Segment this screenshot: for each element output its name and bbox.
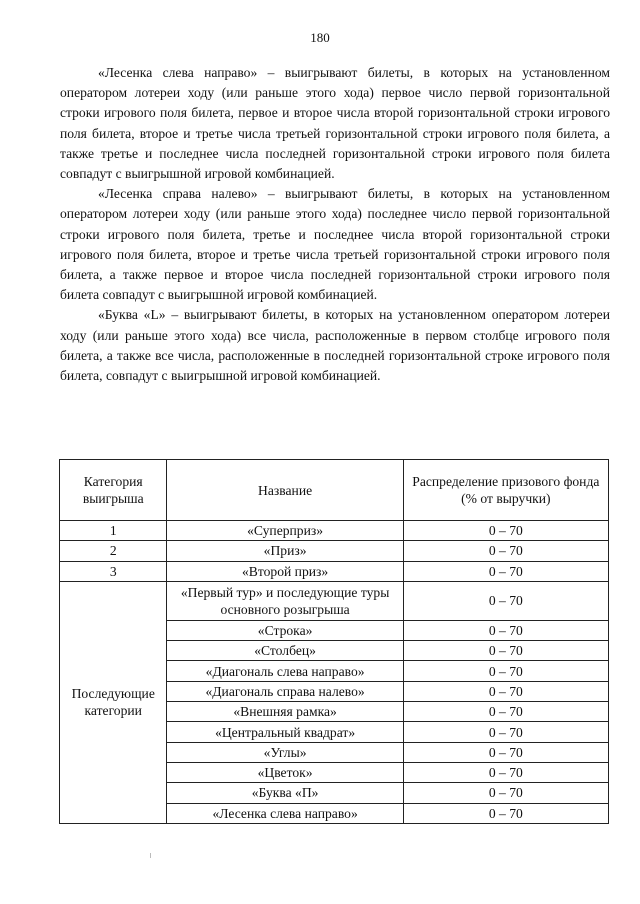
cell-name: «Внешняя рамка» — [167, 702, 403, 722]
cell-value: 0 – 70 — [403, 762, 608, 782]
paragraph-ladder-left-right: «Лесенка слева направо» – выигрывают билеты, в которых на установленном оператором лотереи ходу (или раньше этого хода) первое число первой горизонтальной строки игрового поля билета, первое и второе числа второй горизонтальной строки игрового поля билета, второе и третье числа третьей горизонтальной строки игрового поля билета, а также третье и последнее числа последней горизонтальной строки игрового поля билета совпадут с выигрышной игровой комбинацией. — [60, 65, 610, 182]
cell-name: «Второй приз» — [167, 561, 403, 581]
cell-name: «Диагональ слева направо» — [167, 661, 403, 681]
cell-value: 0 – 70 — [403, 581, 608, 620]
header-category: Категория выигрыша — [60, 460, 167, 521]
cell-category: 2 — [60, 541, 167, 561]
cell-value: 0 – 70 — [403, 681, 608, 701]
cell-name: «Лесенка слева направо» — [167, 803, 403, 823]
prize-table — [59, 459, 609, 824]
cell-value: 0 – 70 — [403, 620, 608, 640]
table-row — [60, 541, 609, 561]
cell-name: «Центральный квадрат» — [167, 722, 403, 742]
cell-name: «Цветок» — [167, 762, 403, 782]
cell-group-category: Последующие категории — [60, 581, 167, 823]
cell-value: 0 – 70 — [403, 783, 608, 803]
cell-category: 1 — [60, 521, 167, 541]
body-text — [60, 63, 610, 386]
page-number: 180 — [310, 30, 330, 45]
paragraph-letter-l: «Буква «L» – выигрывают билеты, в которых на установленном оператором лотереи ходу (или раньше этого хода) все числа, расположенные в первом столбце игрового поля билета, а также все числа, расположенные в последней горизонтальной строке игрового поля билета, совпадут с выигрышной игровой комбинацией. — [60, 307, 610, 384]
header-distribution: Распределение призового фонда (% от выручки) — [403, 460, 608, 521]
paragraph-ladder-right-left: «Лесенка справа налево» – выигрывают билеты, в которых на установленном оператором лотереи ходу (или раньше этого хода) последнее число первой горизонтальной строки игрового поля билета, третье и последнее числа второй горизонтальной строки игрового поля билета, второе и третье числа третьей горизонтальной строки игрового поля билета, а также первое и второе числа последней горизонтальной строки игрового поля билета совпадут с выигрышной игровой комбинацией. — [60, 186, 610, 303]
cell-value: 0 – 70 — [403, 742, 608, 762]
cell-name: «Приз» — [167, 541, 403, 561]
table-row — [60, 561, 609, 581]
scan-mark — [150, 853, 151, 858]
cell-name: «Строка» — [167, 620, 403, 640]
cell-value: 0 – 70 — [403, 541, 608, 561]
cell-name: «Буква «П» — [167, 783, 403, 803]
cell-value: 0 – 70 — [403, 803, 608, 823]
cell-value: 0 – 70 — [403, 702, 608, 722]
table-row — [60, 581, 609, 620]
cell-name: «Суперприз» — [167, 521, 403, 541]
cell-value: 0 – 70 — [403, 561, 608, 581]
cell-value: 0 – 70 — [403, 722, 608, 742]
table-header-row — [60, 460, 609, 521]
header-name: Название — [167, 460, 403, 521]
cell-name: «Углы» — [167, 742, 403, 762]
cell-value: 0 – 70 — [403, 641, 608, 661]
cell-name: «Столбец» — [167, 641, 403, 661]
cell-value: 0 – 70 — [403, 661, 608, 681]
cell-name: «Диагональ справа налево» — [167, 681, 403, 701]
table-row — [60, 521, 609, 541]
cell-value: 0 – 70 — [403, 521, 608, 541]
cell-category: 3 — [60, 561, 167, 581]
cell-name: «Первый тур» и последующие туры основного розыгрыша — [167, 581, 403, 620]
